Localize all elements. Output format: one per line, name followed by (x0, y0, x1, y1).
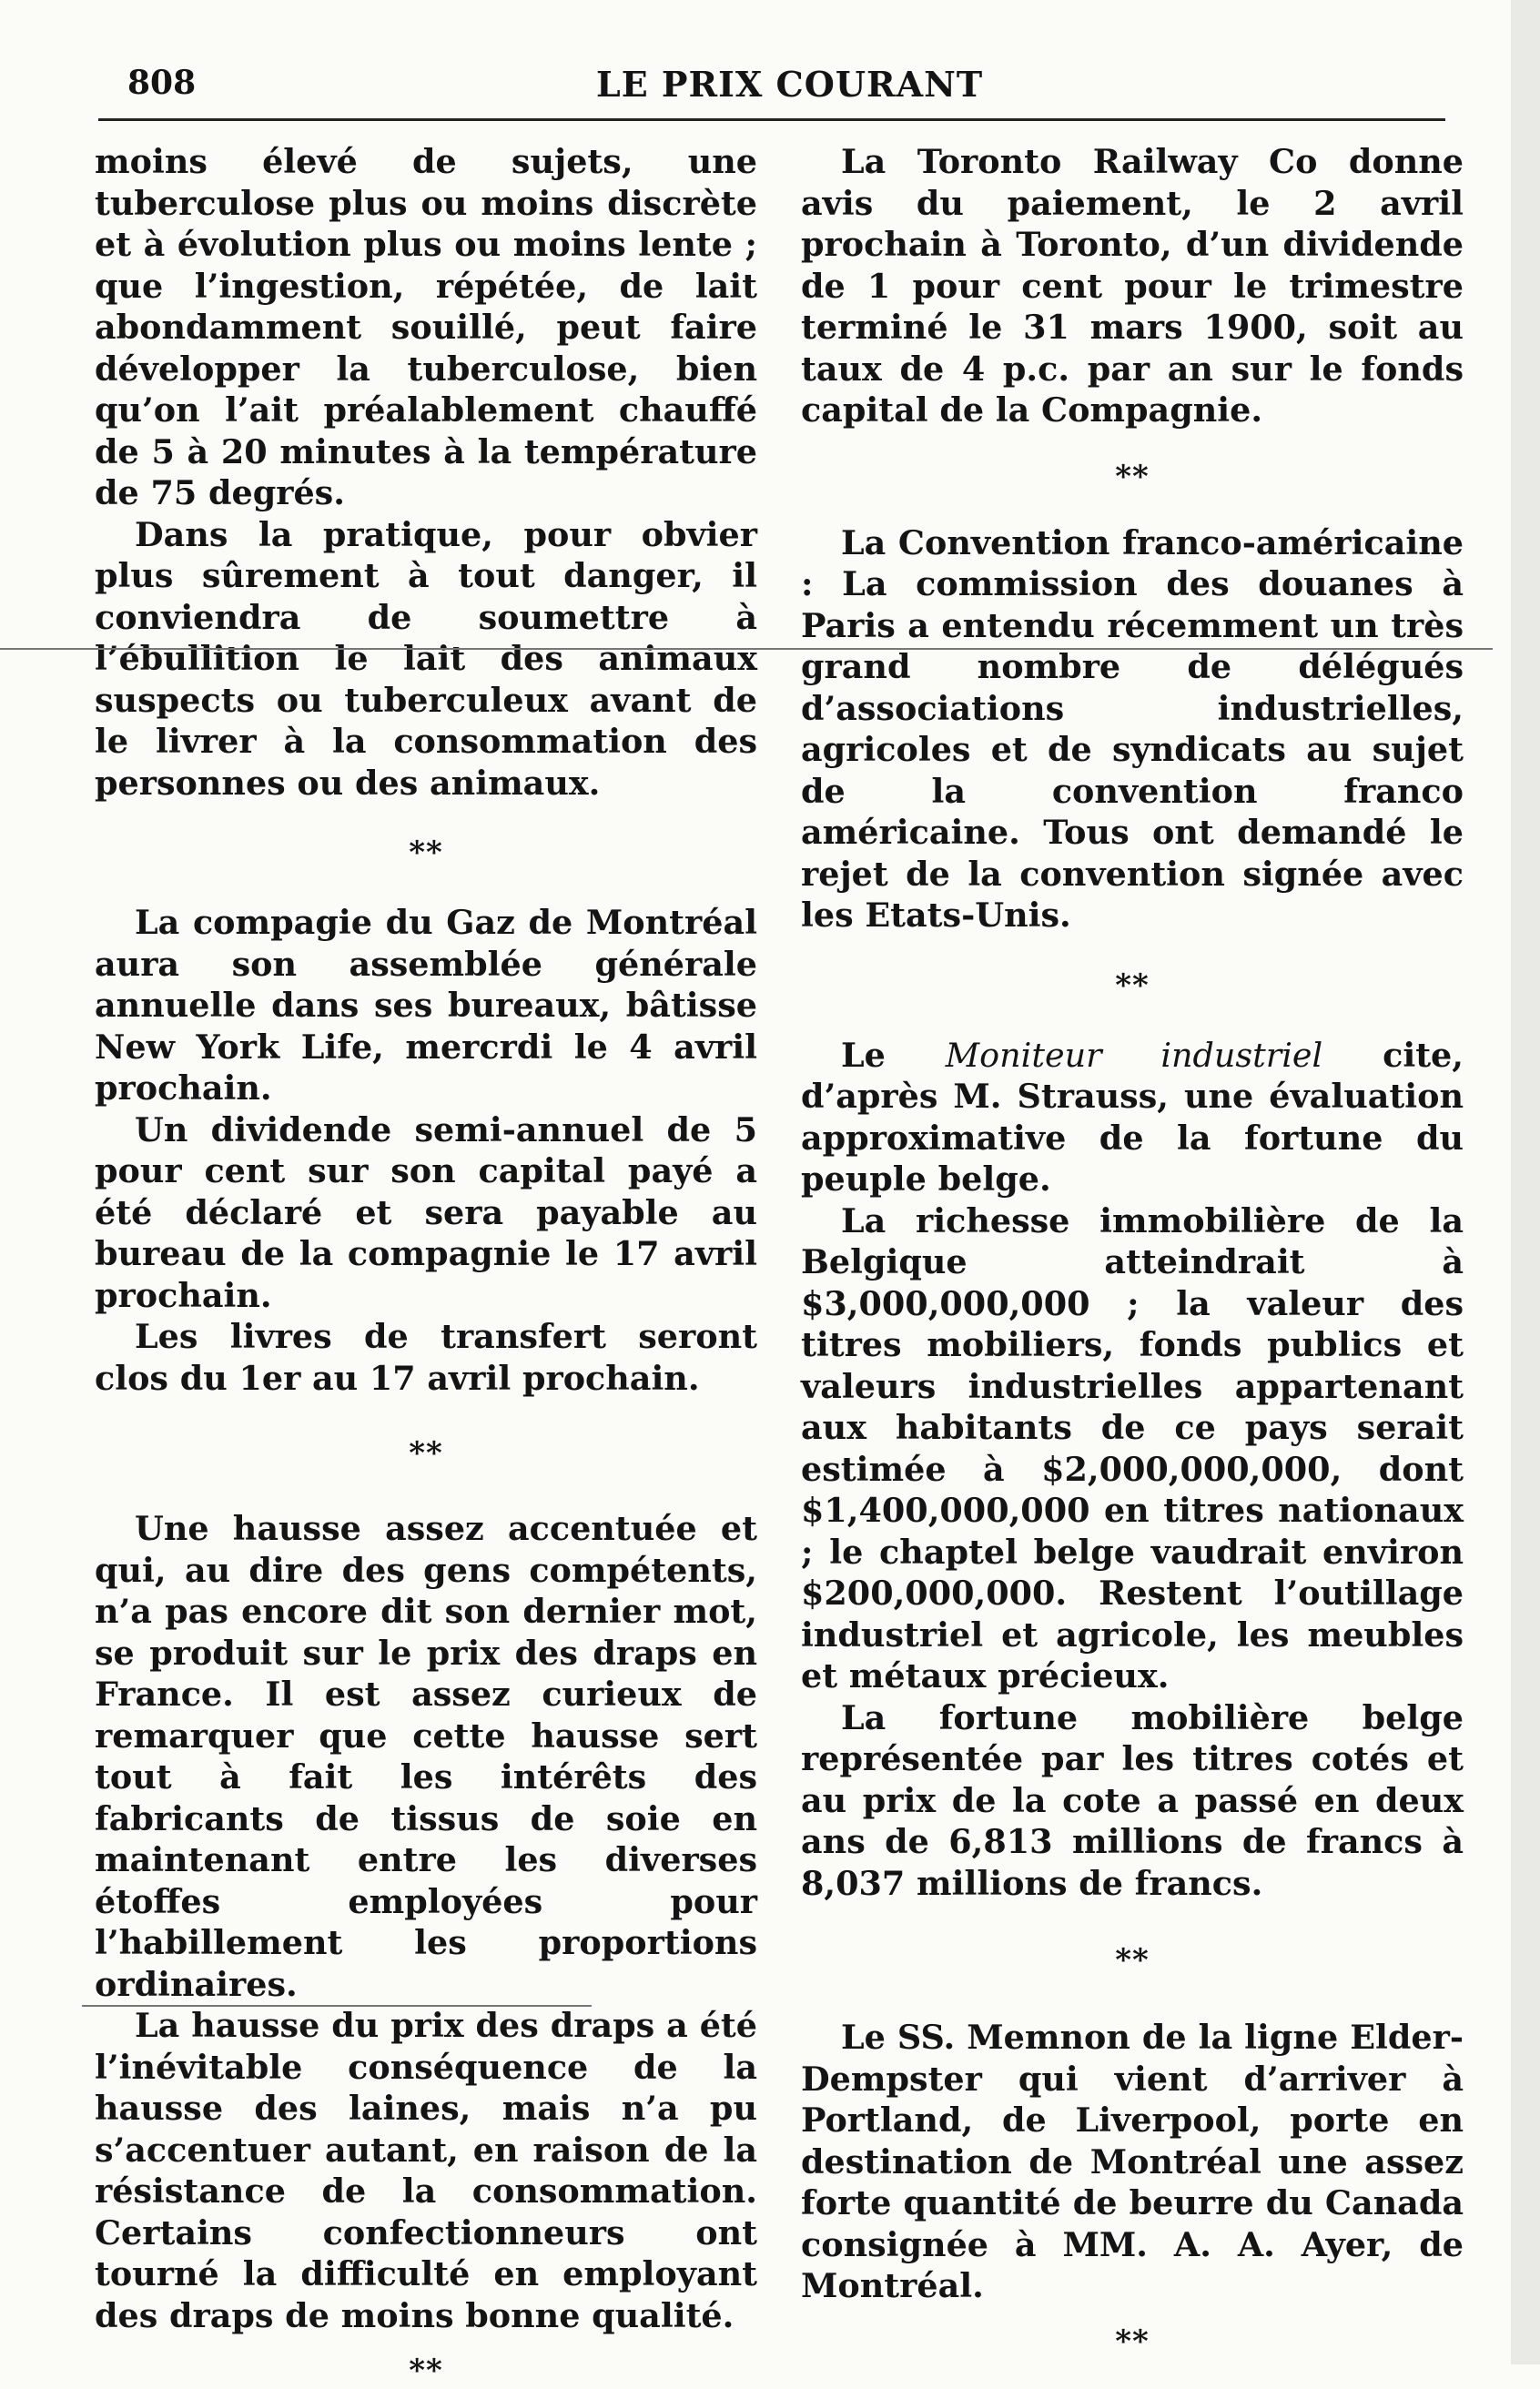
article-gas-company-transfer-books: Les livres de transfert seront clos du 1er au 17 avril prochain. (95, 1317, 757, 1398)
article-belgian-securities: La fortune mobilière belge représentée par les titres cotés et au prix de la cote a passé en deux ans de 6,813 millions de francs à 8,037 millions de francs. (801, 1697, 1464, 1903)
scan-artifact-rule (82, 2005, 592, 2007)
section-separator: ** (409, 2353, 443, 2389)
page-number: 808 (127, 64, 197, 102)
page-header (96, 56, 1443, 111)
article-franco-american-convention: La Convention franco-américaine : La commission des douanes à Paris a entendu récemment un très grand nombre de délégués d’associations industrielles, agricoles et de syndicats au sujet de la convention franco américaine. Tous ont demandé le rejet de la convention signée avec les Etats-Unis. (801, 522, 1464, 935)
right-column (801, 141, 1464, 2360)
section-separator: ** (1115, 967, 1150, 1004)
header-rule (98, 118, 1445, 121)
article-ss-memnon-butter: Le SS. Memnon de la ligne Elder-Dempster qui vient d’arriver à Portland, de Liverpool, porte en destination de Montréal une assez forte quantité de beurre du Canada consignée à MM. A. A. Ayer, de Montréal. (801, 2018, 1464, 2305)
article-intro-text: cite, d’après M. Strauss, une évaluation approximative de la fortune du peuple belge. (801, 1035, 1464, 1199)
scan-artifact-rule (0, 648, 1493, 650)
page-edge-shadow (1511, 0, 1540, 2364)
article-toronto-railway-dividend: La Toronto Railway Co donne avis du paiement, le 2 avril prochain à Toronto, d’un dividende de 1 pour cent pour le trimestre terminé le 31 mars 1900, soit au taux de 4 p.c. par an sur le fonds capital de la Compagnie. (801, 142, 1464, 430)
article-gas-company-dividend: Un dividende semi-annuel de 5 pour cent sur son capital payé a été déclaré et sera payable au bureau de la compagnie le 17 avril prochain. (95, 1109, 757, 1315)
left-column (95, 141, 757, 2389)
section-separator: ** (1115, 1942, 1150, 1979)
section-separator: ** (409, 835, 443, 871)
article-lead-word: Le (841, 1035, 946, 1075)
article-belgian-fortune-intro (801, 1035, 1464, 1200)
running-title: LE PRIX COURANT (596, 64, 984, 105)
article-gas-company-meeting: La compagie du Gaz de Montréal aura son assemblée générale annuelle dans ses bureaux, bâtisse New York Life, mercrdi le 4 avril prochain. (95, 903, 757, 1108)
section-separator: ** (1115, 2323, 1150, 2360)
article-cloth-price-rise: Une hausse assez accentuée et qui, au dire des gens compétents, n’a pas encore dit son dernier mot, se produit sur le prix des draps en France. Il est assez curieux de remarquer que cette hausse sert tout à fait les intérêts des fabricants de tissus de soie en maintenant entre les diverses étoffes employées pour l’habillement les proportions ordinaires. (95, 1509, 757, 2004)
section-separator: ** (1115, 458, 1150, 495)
publication-title: Moniteur industriel (945, 1035, 1323, 1075)
article-cloth-price-consequence: La hausse du prix des draps a été l’inévitable conséquence de la hausse des laines, mais n’a pu s’accentuer autant, en raison de la résistance de la consommation. Certains confectionneurs ont tourné la difficulté en employant des draps de moins bonne qualité. (95, 2006, 757, 2335)
article-tuberculosis-advice: Dans la pratique, pour obvier plus sûrement à tout danger, il conviendra de soumettre à l’ébullition le lait des animaux suspects ou tuberculeux avant de le livrer à la consommation des personnes ou des animaux. (95, 514, 757, 803)
article-tuberculosis-continued: moins élevé de sujets, une tuberculose plus ou moins discrète et à évolution plus ou moins lente ; que l’ingestion, répétée, de lait abondamment souillé, peut faire développer la tuberculose, bien qu’on l’ait préalablement chauffé de 5 à 20 minutes à la température de 75 degrés. (95, 142, 757, 512)
article-belgian-real-estate: La richesse immobilière de la Belgique atteindrait à $3,000,000,000 ; la valeur des titres mobiliers, fonds publics et valeurs industrielles appartenant aux habitants de ce pays serait estimée à $2,000,000,000, dont $1,400,000,000 en titres nationaux ; le chaptel belge vaudrait environ $200,000,000. Restent l’outillage industriel et agricole, les meubles et métaux précieux. (801, 1200, 1464, 1696)
section-separator: ** (409, 1435, 443, 1472)
